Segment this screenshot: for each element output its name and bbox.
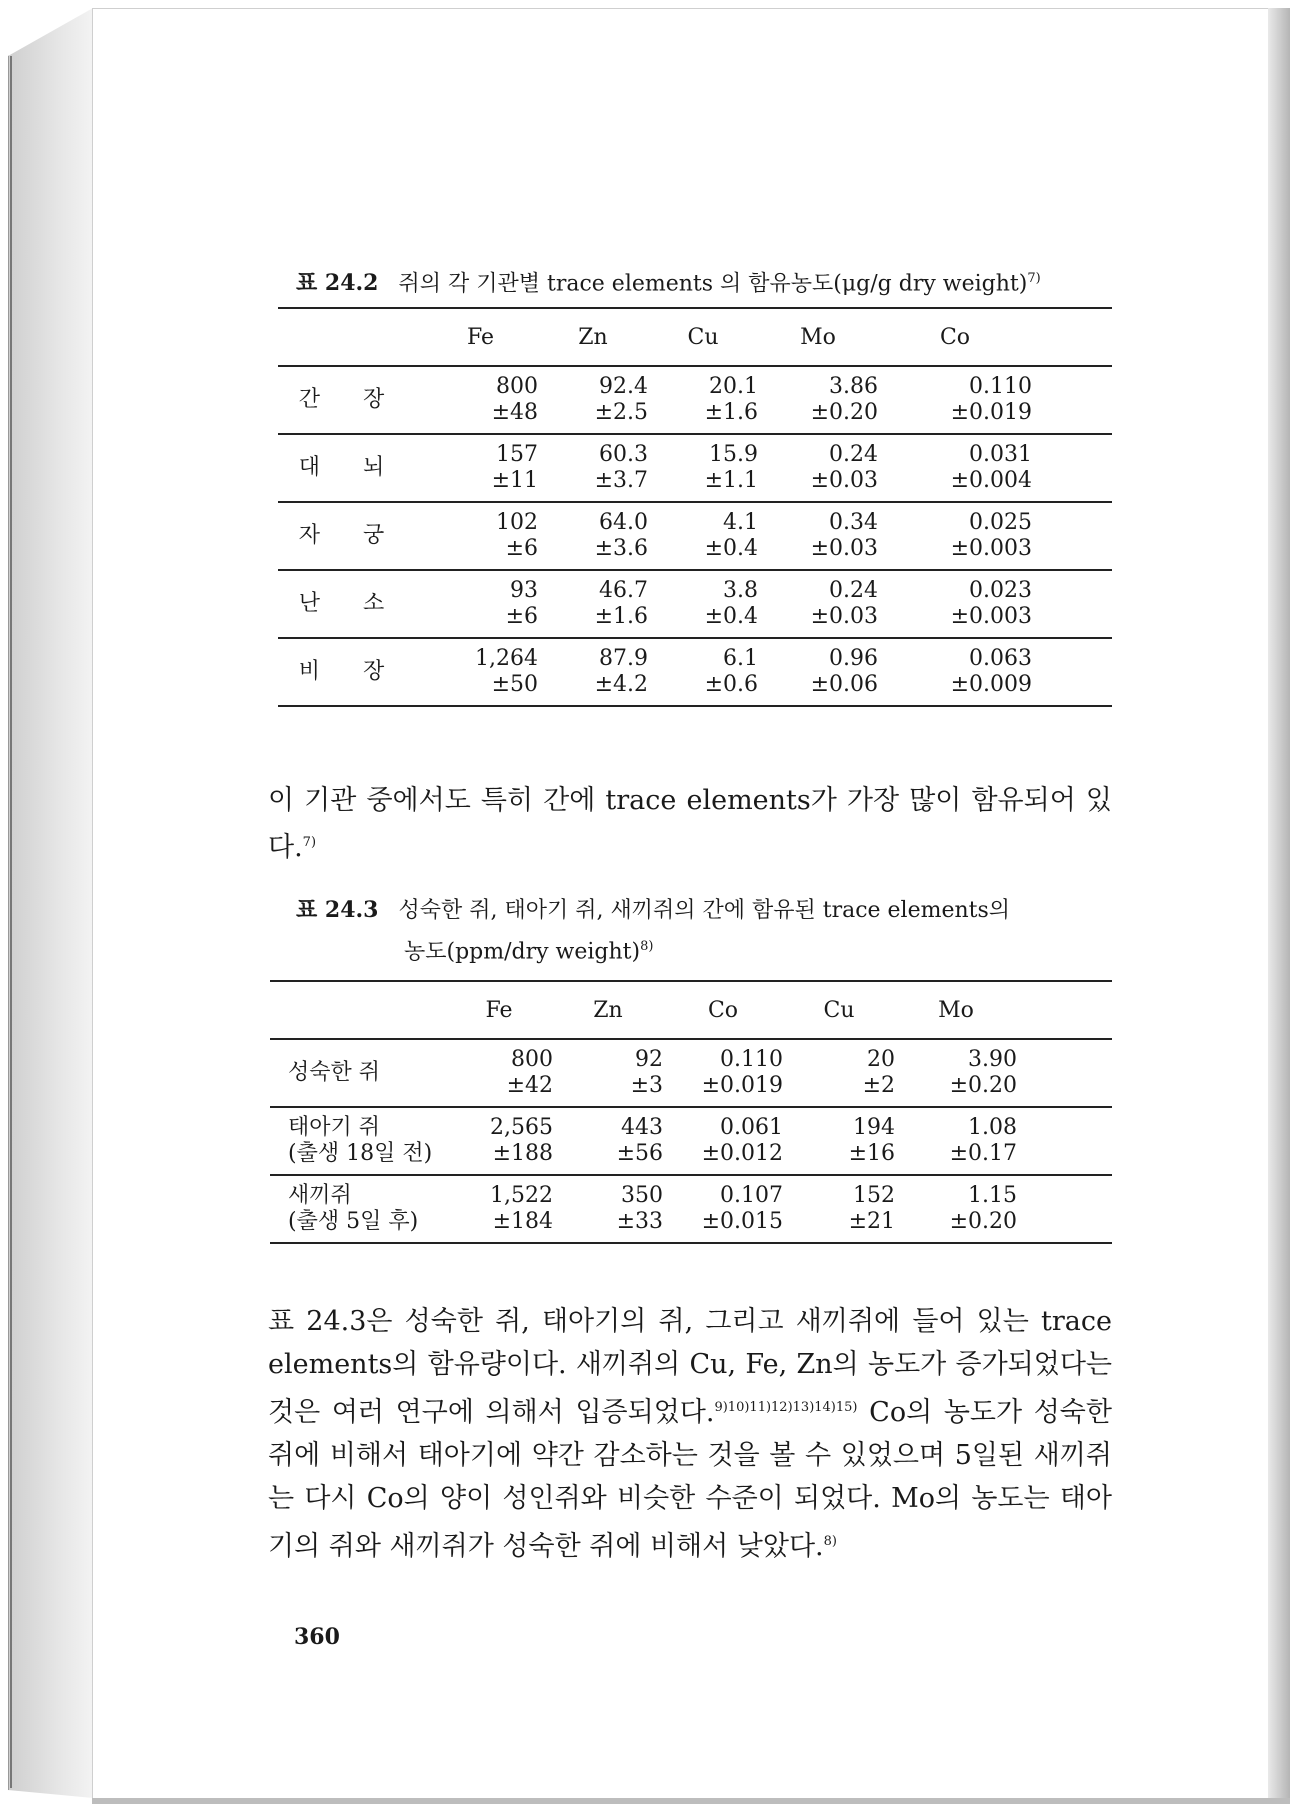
table-cell: 93 ±6 bbox=[423, 570, 538, 638]
table2-col-header: Fe bbox=[445, 981, 553, 1039]
book-spine-line bbox=[10, 56, 12, 1788]
row-label: 성숙한 쥐 bbox=[270, 1039, 445, 1107]
book-left-edge bbox=[8, 8, 93, 1798]
table2-caption bbox=[296, 892, 1010, 929]
table1-title: 쥐의 각 기관별 trace elements 의 함유농도(μg/g dry weight) bbox=[398, 271, 1028, 297]
table-row bbox=[278, 434, 1112, 502]
table-row bbox=[270, 1107, 1112, 1175]
table-row bbox=[278, 638, 1112, 706]
row-label: 자 궁 bbox=[278, 502, 423, 570]
table-cell: 60.3 ±3.7 bbox=[538, 434, 648, 502]
table2-ref: 8) bbox=[640, 939, 654, 954]
table-cell: 0.96 ±0.06 bbox=[810, 646, 878, 697]
table-cell: 350 ±33 bbox=[616, 1183, 663, 1234]
table-cell: 20.1 ±1.6 bbox=[648, 366, 758, 434]
table-cell: 0.025 ±0.003 bbox=[878, 502, 1032, 570]
table-cell: 443 ±56 bbox=[553, 1107, 663, 1175]
table-cell: 0.031 ±0.004 bbox=[878, 434, 1032, 502]
table-cell: 6.1 ±0.6 bbox=[704, 646, 758, 697]
table-cell: 0.063 ±0.009 bbox=[950, 646, 1032, 697]
row-label: 비 장 bbox=[298, 659, 403, 684]
table-row bbox=[278, 570, 1112, 638]
row-label: 대 뇌 bbox=[278, 434, 423, 502]
table-cell: 2,565 ±188 bbox=[445, 1107, 553, 1175]
table1-corner bbox=[278, 308, 423, 366]
table-cell: 152 ±21 bbox=[848, 1183, 895, 1234]
table-cell: 1.15 ±0.20 bbox=[949, 1183, 1017, 1234]
paragraph-1 bbox=[268, 780, 1112, 869]
table-cell: 0.107 ±0.015 bbox=[701, 1183, 783, 1234]
table-cell: 15.9 ±1.1 bbox=[648, 434, 758, 502]
table-cell: 0.061 ±0.012 bbox=[663, 1107, 783, 1175]
book-bottom-edge bbox=[92, 1798, 1290, 1804]
paragraph-1-text: 이 기관 중에서도 특히 간에 trace elements가 가장 많이 함유되어 있다. bbox=[268, 785, 1112, 863]
table2-col-header: Mo bbox=[895, 981, 1017, 1039]
table1-col-header: Cu bbox=[648, 308, 758, 366]
table-cell: 0.24 ±0.03 bbox=[758, 434, 878, 502]
table-cell: 92.4 ±2.5 bbox=[538, 366, 648, 434]
table-cell: 102 ±6 bbox=[423, 502, 538, 570]
table-cell: 64.0 ±3.6 bbox=[538, 502, 648, 570]
table-cell: 3.8 ±0.4 bbox=[648, 570, 758, 638]
table1-col-header: Co bbox=[878, 308, 1032, 366]
table1-number: 표 24.2 bbox=[296, 270, 379, 297]
table2-number: 표 24.3 bbox=[296, 897, 379, 923]
table-cell: 3.90 ±0.20 bbox=[895, 1039, 1017, 1107]
table-row bbox=[278, 366, 1112, 434]
row-label: 난 소 bbox=[278, 570, 423, 638]
paragraph-1-ref: 7) bbox=[302, 835, 317, 850]
table-cell: 1,522 ±184 bbox=[490, 1183, 553, 1234]
table-cell: 3.86 ±0.20 bbox=[758, 366, 878, 434]
table-row bbox=[270, 1039, 1112, 1107]
paragraph-2-ref2: 8) bbox=[823, 1534, 837, 1549]
table-cell: 46.7 ±1.6 bbox=[538, 570, 648, 638]
table2-caption-line2 bbox=[404, 928, 653, 970]
table1-col-header: Zn bbox=[538, 308, 648, 366]
table-cell: 800 ±42 bbox=[445, 1039, 553, 1107]
table-cell: 194 ±16 bbox=[783, 1107, 895, 1175]
page-number: 360 bbox=[294, 1624, 340, 1650]
table-cell: 0.110 ±0.019 bbox=[663, 1039, 783, 1107]
table2-corner bbox=[270, 981, 445, 1039]
table-cell: 0.110 ±0.019 bbox=[878, 366, 1032, 434]
row-label: 간 장 bbox=[278, 366, 423, 434]
table-cell: 800 ±48 bbox=[423, 366, 538, 434]
table-cell: 1,264 ±50 bbox=[475, 646, 538, 697]
table-cell: 157 ±11 bbox=[423, 434, 538, 502]
table-row bbox=[278, 502, 1112, 570]
row-label: 새끼쥐 (출생 5일 후) bbox=[288, 1183, 419, 1234]
table1 bbox=[278, 307, 1112, 707]
table-cell: 0.023 ±0.003 bbox=[878, 570, 1032, 638]
row-label: 태아기 쥐 (출생 18일 전) bbox=[270, 1107, 445, 1175]
table1-ref: 7) bbox=[1027, 271, 1041, 286]
table2-title-line1: 성숙한 쥐, 태아기 쥐, 새끼쥐의 간에 함유된 trace elements의 bbox=[398, 898, 1011, 923]
paragraph-2 bbox=[268, 1300, 1112, 1568]
table-row bbox=[270, 1175, 1112, 1243]
table-cell: 87.9 ±4.2 bbox=[594, 646, 648, 697]
table2-title-line2: 농도(ppm/dry weight) bbox=[404, 939, 641, 965]
paragraph-2-part2: Co의 농도가 성숙한 쥐에 비해서 태아기에 약간 감소하는 것을 볼 수 있었으며 5일된 새끼쥐는 다시 Co의 양이 성인쥐와 비슷한 수준이 되었다. Mo의 농도는 태아기의 쥐와 새끼쥐가 성숙한 쥐에 비해서 낮았다. bbox=[268, 1397, 1112, 1562]
table2-col-header: Cu bbox=[783, 981, 895, 1039]
table1-col-header: Mo bbox=[758, 308, 878, 366]
table-cell: 20 ±2 bbox=[783, 1039, 895, 1107]
table1-caption bbox=[296, 260, 1041, 302]
paragraph-2-ref1: 9)10)11)12)13)14)15) bbox=[714, 1400, 858, 1415]
table-cell: 0.34 ±0.03 bbox=[758, 502, 878, 570]
table2-col-header: Co bbox=[663, 981, 783, 1039]
paragraph-2-part1: 표 24.3은 성숙한 쥐, 태아기의 쥐, 그리고 새끼쥐에 들어 있는 trace elements의 함유량이다. 새끼쥐의 Cu, Fe, Zn의 농도가 증가되었다는 것은 여러 연구에 의해서 입증되었다. bbox=[268, 1306, 1112, 1428]
table-cell: 0.24 ±0.03 bbox=[758, 570, 878, 638]
table-cell: 92 ±3 bbox=[553, 1039, 663, 1107]
table2-col-header: Zn bbox=[553, 981, 663, 1039]
table-cell: 1.08 ±0.17 bbox=[895, 1107, 1017, 1175]
table-cell: 4.1 ±0.4 bbox=[648, 502, 758, 570]
book-right-edge bbox=[1268, 8, 1290, 1798]
table2 bbox=[270, 980, 1112, 1244]
table1-col-header: Fe bbox=[423, 308, 538, 366]
